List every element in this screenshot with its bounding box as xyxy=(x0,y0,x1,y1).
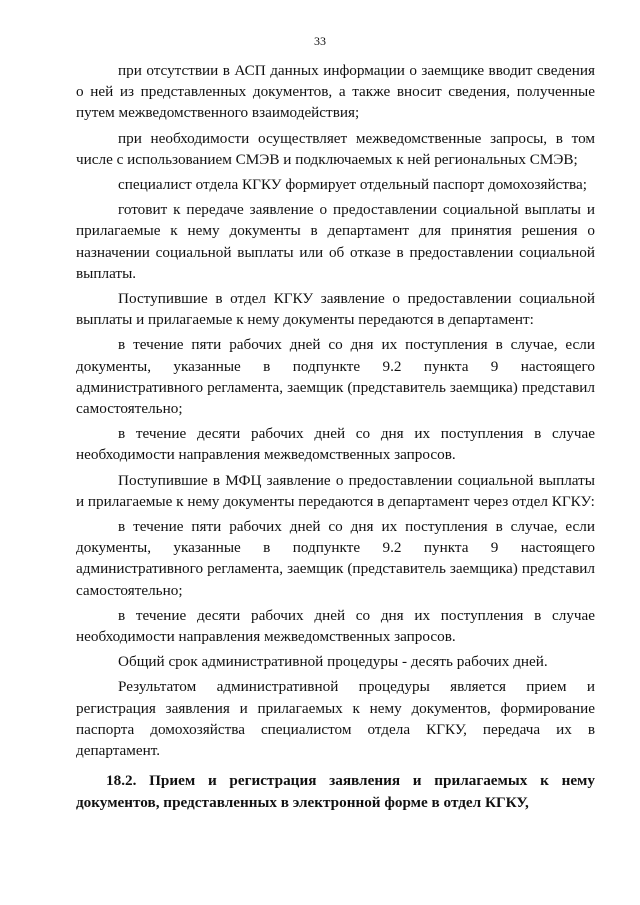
paragraph: в течение пяти рабочих дней со дня их поступления в случае, если документы, указанные в подпункте 9.2 пункта 9 настоящего административного регламента, заемщик (представитель заемщика) представил самостоятельно; xyxy=(76,518,595,599)
paragraph: в течение десяти рабочих дней со дня их поступления в случае необходимости направления межведомственных запросов. xyxy=(76,425,595,464)
page-number: 33 xyxy=(314,34,326,48)
section-heading: 18.2. Прием и регистрация заявления и прилагаемых к нему документов, представленных в электронной форме в отдел КГКУ, xyxy=(76,772,595,811)
paragraph: специалист отдела КГКУ формирует отдельный паспорт домохозяйства; xyxy=(118,176,587,194)
paragraph: в течение десяти рабочих дней со дня их поступления в случае необходимости направления межведомственных запросов. xyxy=(76,606,595,646)
page-body xyxy=(76,60,595,817)
paragraph: Поступившие в МФЦ заявление о предоставлении социальной выплаты и прилагаемые к нему документы передаются в департамент через отдел КГКУ: xyxy=(76,471,595,510)
paragraph: Общий срок административной процедуры - десять рабочих дней. xyxy=(118,653,548,671)
paragraph: при необходимости осуществляет межведомственные запросы, в том числе с использованием СМЭВ и подключаемых к ней региональных СМЭВ; xyxy=(76,129,595,168)
paragraph: в течение пяти рабочих дней со дня их поступления в случае, если документы, указанные в подпункте 9.2 пункта 9 настоящего административного регламента, заемщик (представитель заемщика) представил самостоятельно; xyxy=(76,336,595,418)
paragraph: готовит к передаче заявление о предоставлении социальной выплаты и прилагаемые к нему документы в департамент для принятия решения о назначении социальной выплаты или об отказе в предоставлении социальной выплаты. xyxy=(76,201,595,282)
paragraph: Поступившие в отдел КГКУ заявление о предоставлении социальной выплаты и прилагаемые к нему документы передаются в департамент: xyxy=(76,290,595,329)
paragraph: Результатом административной процедуры является прием и регистрация заявления и прилагаемых к нему документов, формирование паспорта домохозяйства специалистом отдела КГКУ, передача их в департамент. xyxy=(76,678,595,760)
paragraph: при отсутствии в АСП данных информации о заемщике вводит сведения о ней из представленных документов, а также вносит сведения, полученные путем межведомственного взаимодействия; xyxy=(76,62,595,122)
